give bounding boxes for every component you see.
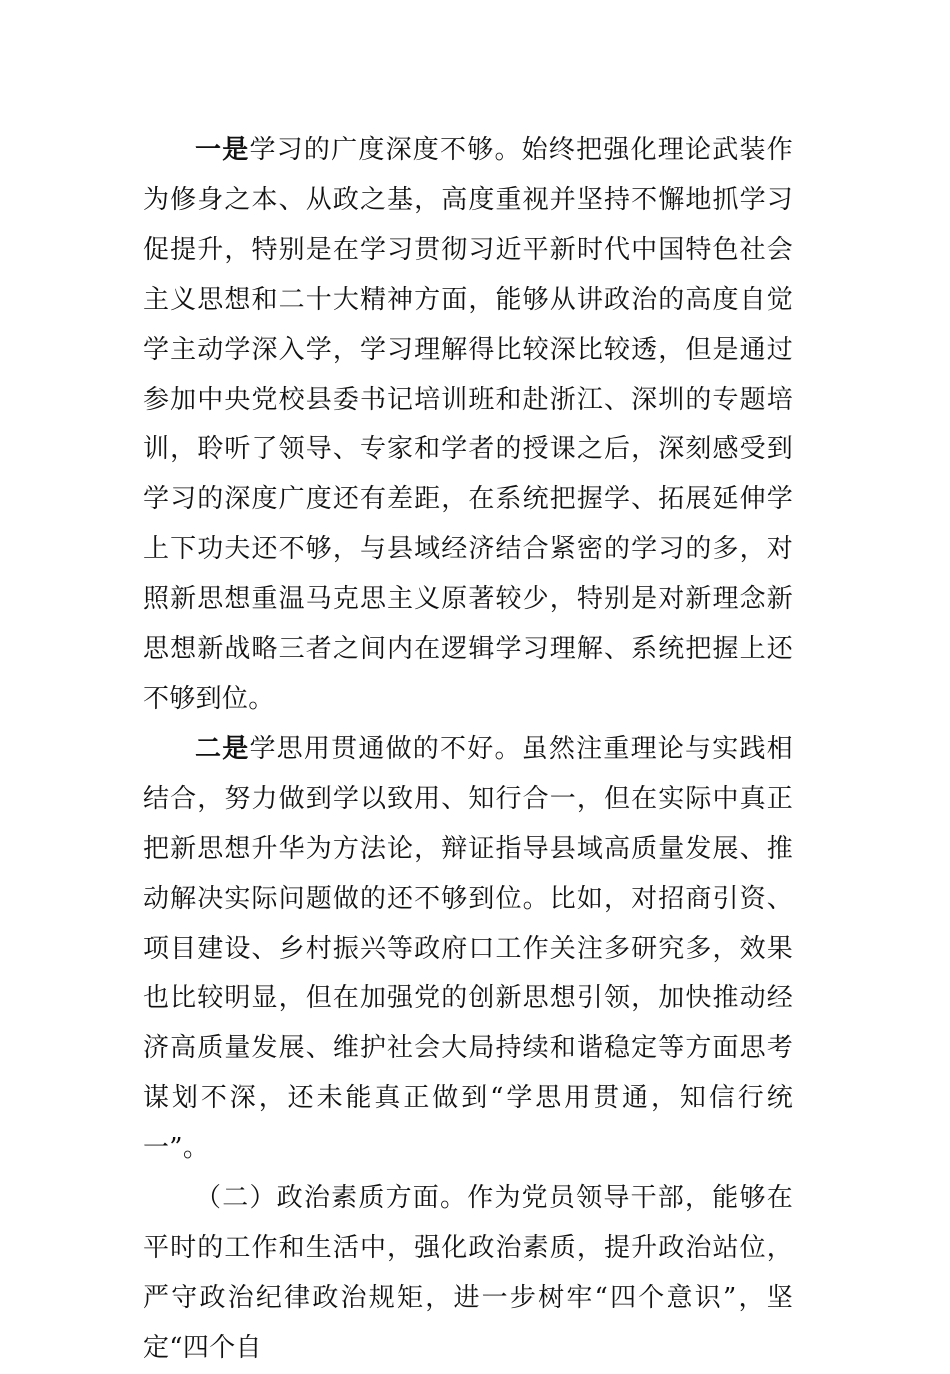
paragraph-2 [143, 725, 793, 1174]
paragraph-3-text: （二）政治素质方面。作为党员领导干部，能够在平时的工作和生活中，强化政治素质，提升政治站位，严守政治纪律政治规矩，进一步树牢“四个意识”，坚定“四个自 [143, 1183, 793, 1363]
document-body [143, 126, 793, 1374]
paragraph-1-lead: 一是 [195, 135, 250, 165]
paragraph-2-text: 学思用贯通做的不好。虽然注重理论与实践相结合，努力做到学以致用、知行合一，但在实际中真正把新思想升华为方法论，辩证指导县域高质量发展、推动解决实际问题做的还不够到位。比如，对招商引资、项目建设、乡村振兴等政府口工作关注多研究多，效果也比较明显，但在加强党的创新思想引领，加快推动经济高质量发展、维护社会大局持续和谐稳定等方面思考谋划不深，还未能真正做到“学思用贯通，知信行统一”。 [143, 733, 793, 1164]
paragraph-1 [143, 126, 793, 725]
paragraph-2-lead: 二是 [195, 733, 250, 764]
paragraph-1-text: 学习的广度深度不够。始终把强化理论武装作为修身之本、从政之基，高度重视并坚持不懈地抓学习促提升，特别是在学习贯彻习近平新时代中国特色社会主义思想和二十大精神方面，能够从讲政治的高度自觉学主动学深入学，学习理解得比较深比较透，但是通过参加中央党校县委书记培训班和赴浙江、深圳的专题培训，聆听了领导、专家和学者的授课之后，深刻感受到学习的深度广度还有差距，在系统把握学、拓展延伸学上下功夫还不够，与县域经济结合紧密的学习的多，对照新思想重温马克思主义原著较少，特别是对新理念新思想新战略三者之间内在逻辑学习理解、系统把握上还不够到位。 [143, 135, 793, 714]
